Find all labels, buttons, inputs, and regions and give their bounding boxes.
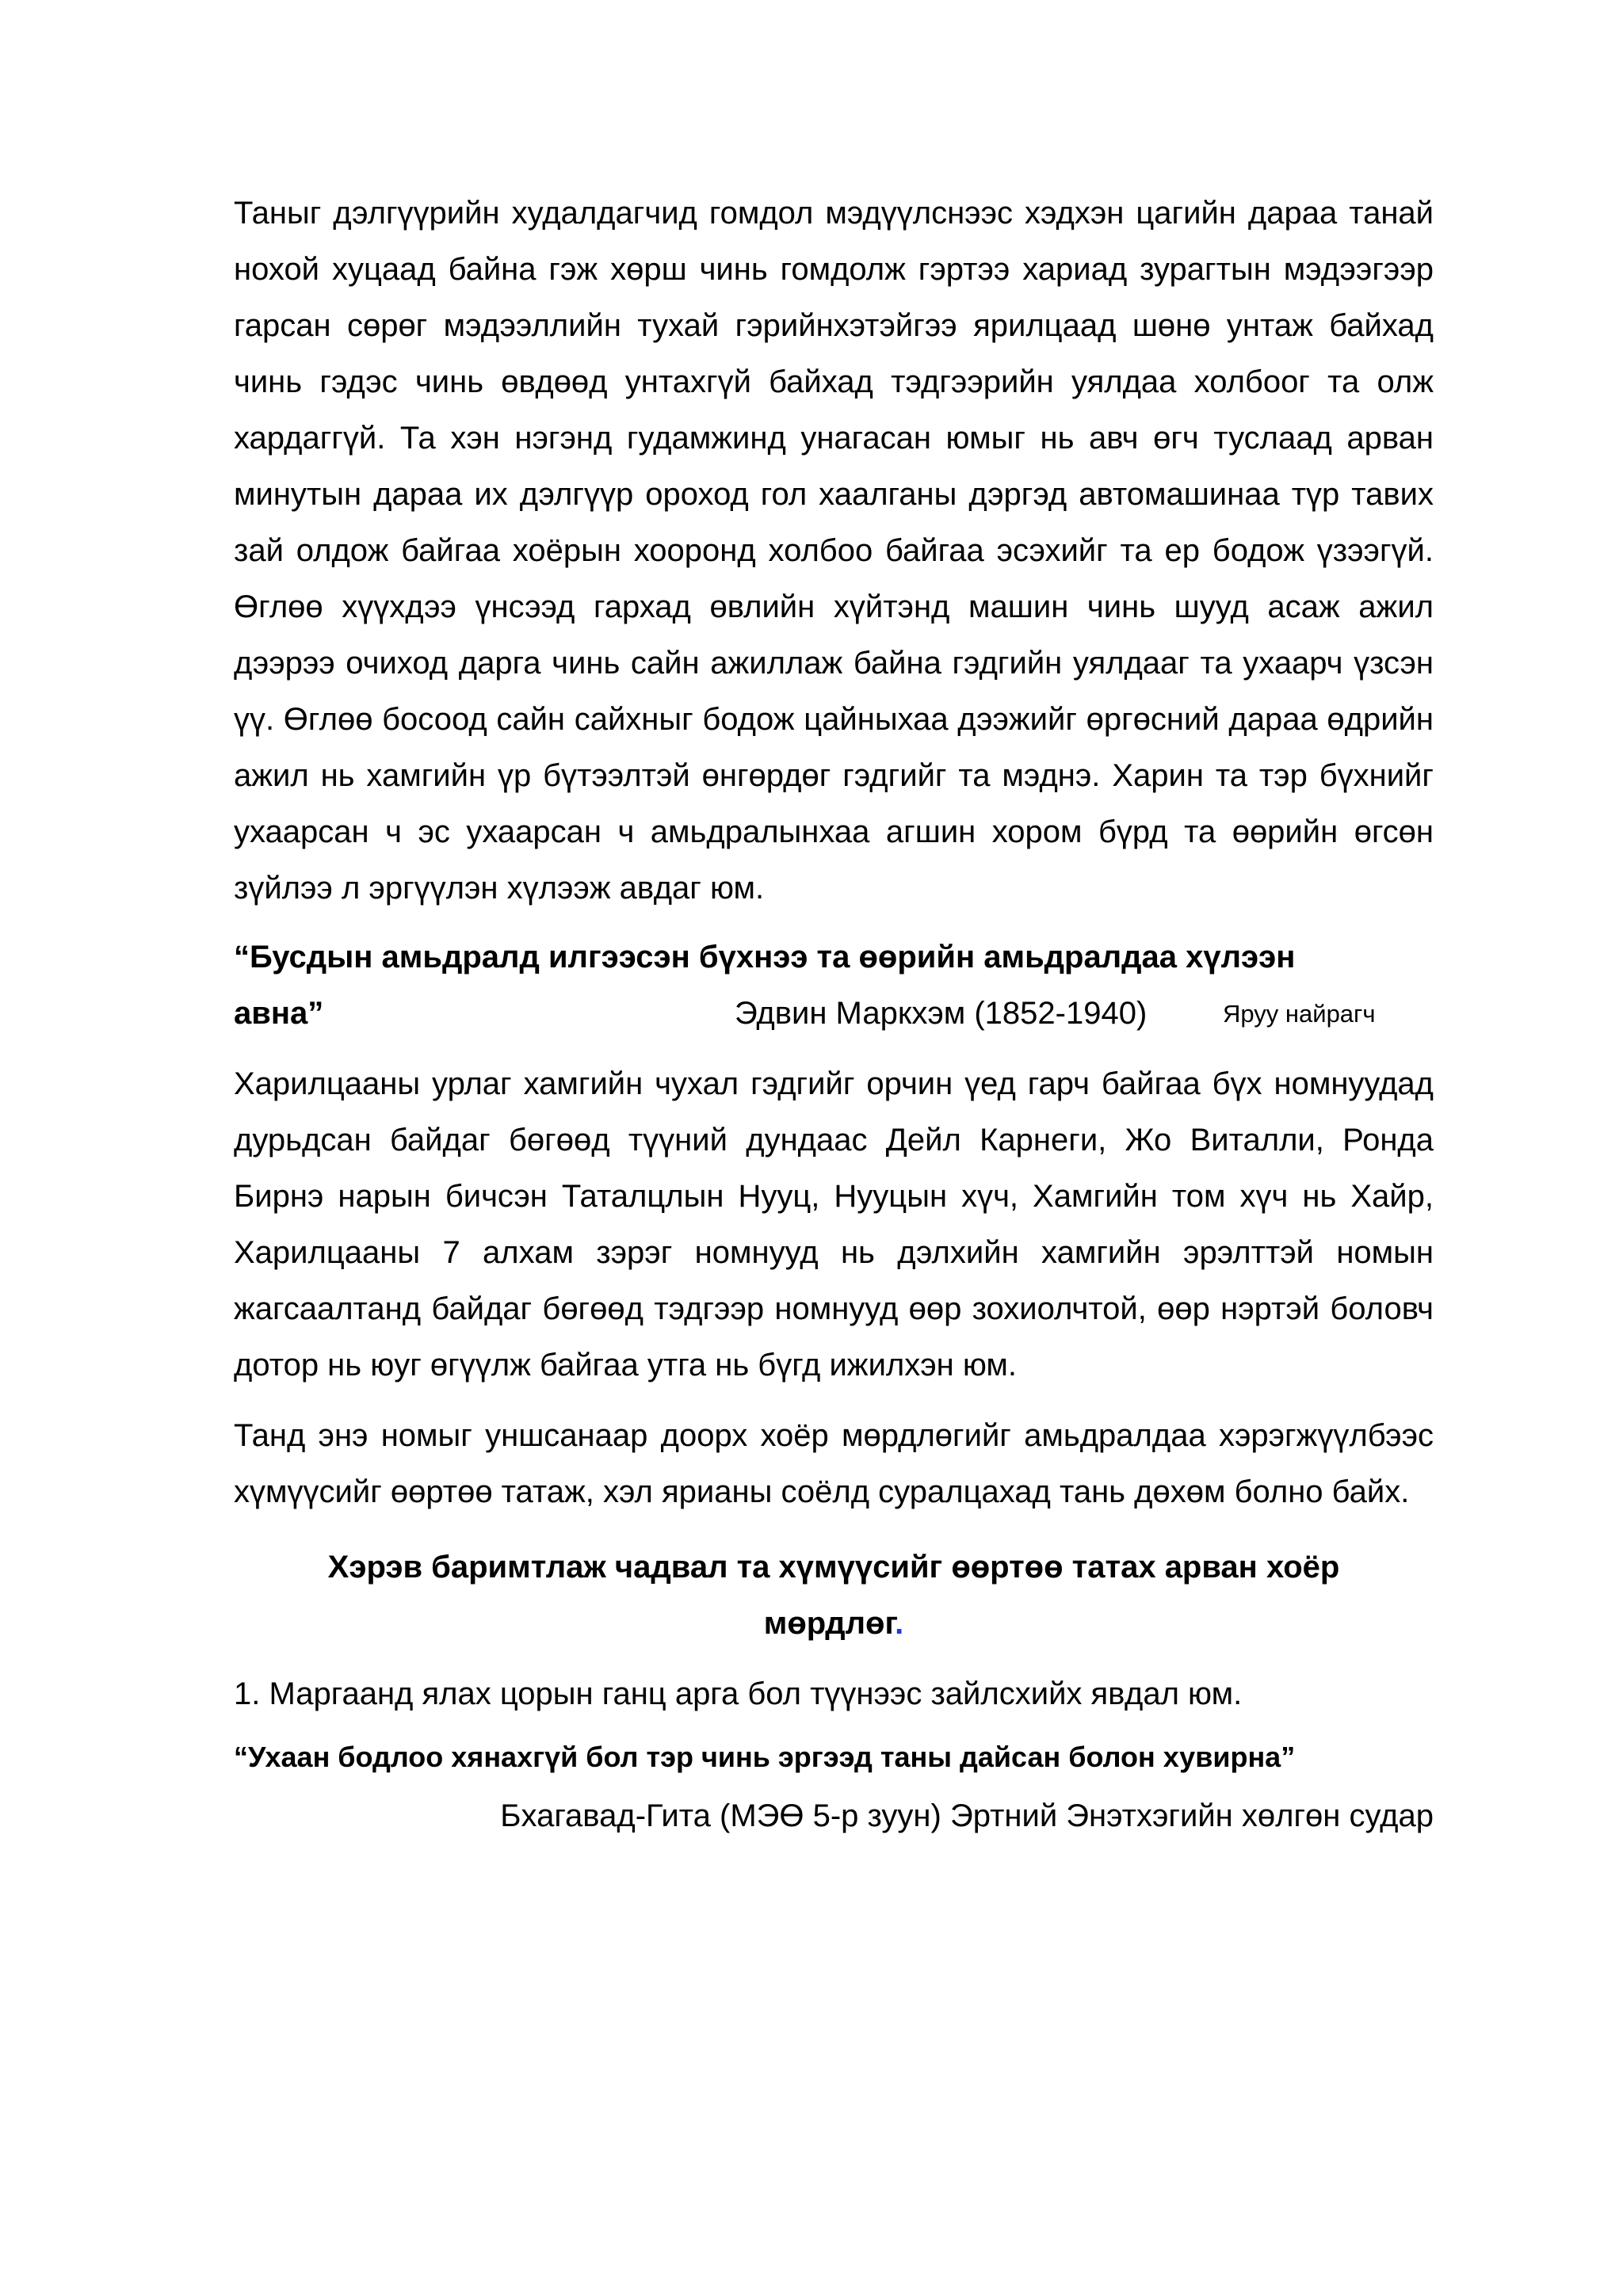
rule-source-1: Бхагавад-Гита (МЭӨ 5-р зуун) Эртний Энэтхэгийн хөлгөн судар bbox=[500, 1798, 1434, 1833]
rule-item-1: 1. Маргаанд ялах цорын ганц арга бол түүнээс зайлсхийх явдал юм. bbox=[234, 1676, 1243, 1711]
quote-attribution-line bbox=[234, 986, 1434, 1042]
rule-quote-1: “Ухаан бодлоо хянахгүй бол тэр чинь эргээд таны дайсан болон хувирна” bbox=[234, 1741, 1296, 1773]
section-heading-dot: . bbox=[895, 1606, 904, 1641]
section-heading bbox=[234, 1539, 1434, 1652]
quote-text: “Бусдын амьдралд илгээсэн бүхнээ та өөрийн амьдралдаа хүлээн bbox=[234, 940, 1296, 974]
quote-block bbox=[234, 929, 1434, 1042]
paragraph-intro: Таныг дэлгүүрийн худалдагчид гомдол мэдүүлснээс хэдхэн цагийн дараа танай нохой хуцаад байна гэж хөрш чинь гомдолж гэртээ хариад зурагтын мэдээгээр гарсан сөрөг мэдээллийн тухай гэрийнхэтэйгээ ярилцаад шөнө унтаж байхад чинь гэдэс чинь өвдөөд унтахгүй байхад тэдгээрийн уялдаа холбоог та олж хардаггүй. Та хэн нэгэнд гудамжинд унагасан юмыг нь авч өгч туслаад арван минутын дараа их дэлгүүр ороход гол хаалганы дэргэд автомашинаа түр тавих зай олдож байгаа хоёрын хооронд холбоо байгаа эсэхийг та ер бодож үзээгүй. Өглөө хүүхдээ үнсээд гархад өвлийн хүйтэнд машин чинь шууд асаж ажил дээрээ очиход дарга чинь сайн ажиллаж байна гэдгийн уялдааг та ухаарч үзсэн үү. Өглөө босоод сайн сайхныг бодож цайныхаа дээжийг өргөсний дараа өдрийн ажил нь хамгийн үр бүтээлтэй өнгөрдөг гэдгийг та мэднэ. Харин та тэр бүхнийг ухаарсан ч эс ухаарсан ч амьдралынхаа агшин хором бүрд та өөрийн өгсөн зүйлээ л эргүүлэн хүлээж авдаг юм. bbox=[234, 196, 1434, 906]
section-heading-line1: Хэрэв баримтлаж чадвал та хүмүүсийг өөртөө татах арван хоёр bbox=[327, 1550, 1340, 1585]
paragraph-reading: Танд энэ номыг уншсанаар доорх хоёр мөрдлөгийг амьдралдаа хэрэгжүүлбээс хүмүүсийг өөртөө татаж, хэл ярианы соёлд суралцахад тань дөхөм болно байх. bbox=[234, 1418, 1434, 1509]
page-content bbox=[234, 185, 1434, 1844]
quote-author-role: Яруу найрагч bbox=[1223, 1000, 1376, 1028]
paragraph-books: Харилцааны урлаг хамгийн чухал гэдгийг орчин үед гарч байгаа бүх номнуудад дурьдсан байдаг бөгөөд түүний дундаас Дейл Карнеги, Жо Виталли, Ронда Бирнэ нарын бичсэн Таталцлын Нууц, Нууцын хүч, Хамгийн том хүч нь Хайр, Харилцааны 7 алхам зэрэг номнууд нь дэлхийн хамгийн эрэлттэй номын жагсаалтанд байдаг бөгөөд тэдгээр номнууд өөр зохиолчтой, өөр нэртэй боловч дотор нь юуг өгүүлж байгаа утга нь бүгд ижилхэн юм. bbox=[234, 1066, 1434, 1383]
quote-author: Эдвин Маркхэм (1852-1940) bbox=[735, 996, 1148, 1031]
quote-text-end: авна” bbox=[234, 996, 324, 1031]
section-heading-line2: мөрдлөг bbox=[763, 1606, 896, 1641]
